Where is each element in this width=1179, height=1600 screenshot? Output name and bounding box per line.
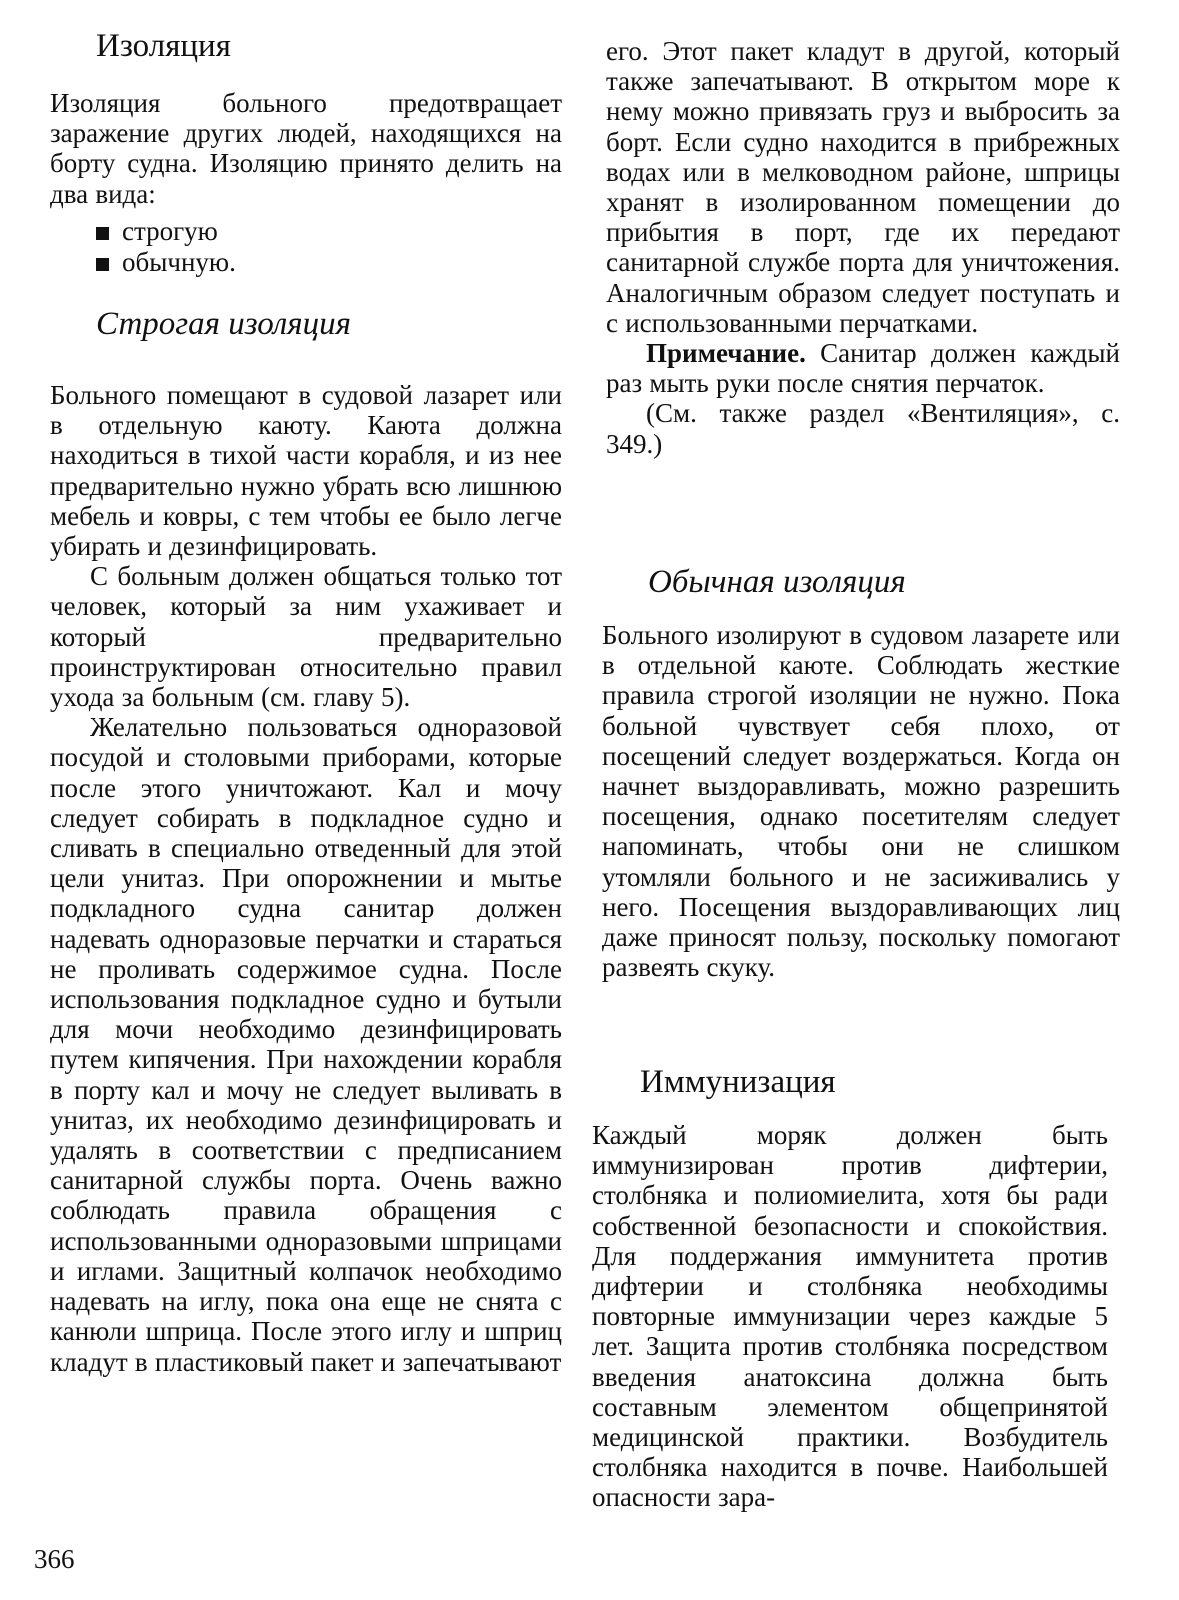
list-item-label: строгую (122, 216, 218, 246)
strict-paragraph-1: Больного помещают в судовой лазарет или в отдельную каюту. Каюта должна находиться в тихой части корабля, и из нее предварительно нужно убрать всю лишнюю мебель и ковры, с тем чтобы ее было легче убирать и дезинфицировать. (50, 380, 562, 562)
usual-paragraph: Больного изолируют в судовом лазарете или в отдельной каюте. Соблюдать жесткие правила строгой изоляции не нужно. Пока больной чувствует себя плохо, от посещений следует воздержаться. Когда он начнет выздоравливать, можно разрешить посещения, однако посетителям следует напоминать, чтобы они не слишком утомляли больного и не засиживались у него. Посещения выздоравливающих лиц даже приносят пользу, поскольку помогают развеять скуку. (602, 620, 1120, 983)
bullet-square-icon (96, 227, 109, 240)
heading-strict-isolation: Строгая изоляция (96, 306, 351, 342)
usual-text-block (602, 620, 1120, 982)
strict-paragraph-2: С больным должен общаться только тот человек, который за ним ухаживает и который предварительно проинструктирован относительно правил ухода за больным (см. главу 5). (50, 561, 562, 713)
strict-paragraph-3: Желательно пользоваться одноразовой посудой и столовыми приборами, которые после этого уничтожают. Кал и мочу следует собирать в подкладное судно и сливать в специально отведенный для этой цели унитаз. При опорожнении и мытье подкладного судна санитар должен надевать одноразовые перчатки и стараться не проливать содержимое судна. После использования подкладное судно и бутыли для мочи необходимо дезинфицировать путем кипячения. При нахождении корабля в порту кал и мочу не следует выливать в унитаз, их необходимо дезинфицировать и удалять в соответствии с предписанием санитарной службы порта. Очень важно соблюдать правила обращения с использованными одноразовыми шприцами и иглами. Защитный колпачок необходимо надевать на иглу, пока она еще не снята с канюли шприца. После этого иглу и шприц кладут в пластиковый пакет и запечатывают (50, 712, 562, 1377)
note-text: Санитар должен каждый раз мыть руки после снятия перчаток. (606, 338, 1120, 399)
heading-isolation: Изоляция (96, 28, 231, 64)
kinds-list-block (94, 216, 494, 278)
list-item (94, 216, 494, 247)
isolation-kinds-list (94, 216, 494, 278)
continuation-block (606, 36, 1120, 459)
strict-text-block (50, 380, 562, 1377)
intro-paragraph: Изоляция больного предотвращает заражение других людей, находящихся на борту судна. Изоляцию принято делить на два вида: (50, 88, 562, 209)
intro-block (50, 88, 562, 209)
immunization-paragraph: Каждый моряк должен быть иммунизирован против дифтерии, столбняка и полиомиелита, хотя бы ради собственной безопасности и спокойствия. Для поддержания иммунитета против дифтерии и столбняка необходимы повторные иммунизации через каждые 5 лет. Защита против столбняка посредством введения анатоксина должна быть составным элементом общепринятой медицинской практики. Возбудитель столбняка находится в почве. Наибольшей опасности зара- (592, 1120, 1108, 1513)
immunization-text-block (592, 1120, 1108, 1513)
see-also-paragraph: (См. также раздел «Вентиляция», с. 349.) (606, 398, 1120, 459)
note-label: Примечание. (646, 338, 806, 369)
page-number: 366 (34, 1544, 75, 1574)
heading-immunization: Иммунизация (640, 1064, 836, 1100)
continuation-paragraph: его. Этот пакет кладут в другой, который также запечатывают. В открытом море к нему можно привязать груз и выбросить за борт. Если судно находится в прибрежных водах или в мелководном районе, шприцы хранят в изолированном помещении до прибытия в порт, где их передают санитарной службе порта для уничтожения. Аналогичным образом следует поступать и с использованными перчатками. (606, 36, 1120, 338)
heading-usual-isolation: Обычная изоляция (648, 564, 906, 600)
list-item-label: обычную. (122, 247, 236, 277)
list-item (94, 247, 494, 278)
bullet-square-icon (96, 258, 109, 271)
note-paragraph (606, 338, 1120, 398)
